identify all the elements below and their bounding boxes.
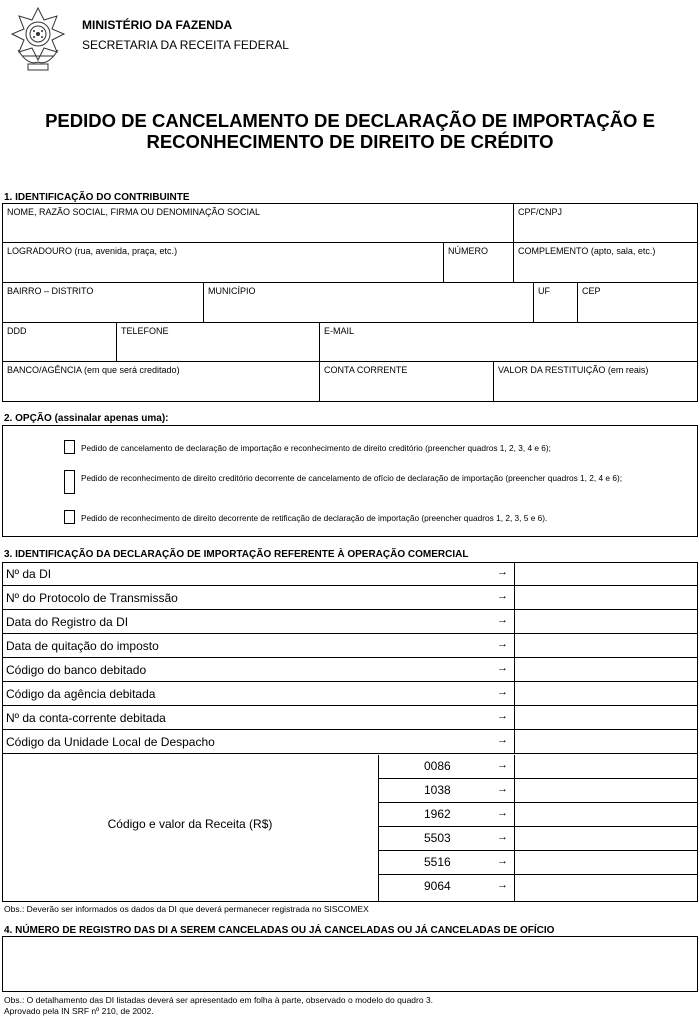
receita-code: 5516 [424,855,451,869]
cpf-label: CPF/CNPJ [518,207,563,217]
receita-code-row [378,755,514,779]
logradouro-label: LOGRADOURO (rua, avenida, praça, etc.) [7,246,178,256]
ministry-name: MINISTÉRIO DA FAZENDA [82,18,233,32]
receita-code: 1962 [424,807,451,821]
di-row [2,730,514,754]
aprovado-note: Aprovado pela IN SRF nº 210, de 2002. [4,1006,154,1016]
ddd-label: DDD [7,326,27,336]
option-3-checkbox[interactable] [64,510,75,524]
di-row-label: Código do banco debitado [6,663,147,677]
data-quitacao-value-field[interactable] [514,634,698,658]
di-row [2,586,514,610]
banco-label: BANCO/AGÊNCIA (em que será creditado) [7,365,180,375]
section1-title: 1. IDENTIFICAÇÃO DO CONTRIBUINTE [4,192,190,203]
di-canceladas-field[interactable] [2,936,698,992]
unidade-despacho-value-field[interactable] [514,730,698,754]
receita-code-row [378,875,514,902]
nome-field[interactable] [2,203,514,243]
ddd-field[interactable] [2,322,117,362]
di-row-label: Código da Unidade Local de Despacho [6,735,215,749]
arrow-icon: → [497,783,508,795]
receita-value-field[interactable] [514,755,698,779]
cep-label: CEP [582,286,601,296]
arrow-icon: → [497,662,508,674]
receita-code: 5503 [424,831,451,845]
option-3-label: Pedido de reconhecimento de direito decorrente de retificação de declaração de importação (preencher quadros 1, 2, 3, 5 e 6). [81,513,548,523]
complemento-label: COMPLEMENTO (apto, sala, etc.) [518,246,656,256]
receita-value-field[interactable] [514,851,698,875]
option-2-label: Pedido de reconhecimento de direito creditório decorrente de cancelamento de ofício de declaração de importação (preencher quadros 1, 2, 4 e 6); [81,473,623,483]
arrow-icon: → [497,734,508,746]
telefone-label: TELEFONE [121,326,169,336]
receita-label: Código e valor da Receita (R$) [107,817,273,831]
arrow-icon: → [497,879,508,891]
di-row [2,658,514,682]
cpf-field[interactable] [513,203,698,243]
receita-code-row [378,779,514,803]
di-row-label: Data de quitação do imposto [6,639,159,653]
conta-debitada-value-field[interactable] [514,706,698,730]
banco-field[interactable] [2,361,320,402]
receita-code-row [378,803,514,827]
di-row [2,562,514,586]
complemento-field[interactable] [513,242,698,283]
nome-label: NOME, RAZÃO SOCIAL, FIRMA OU DENOMINAÇÃO SOCIAL [7,207,261,217]
email-field[interactable] [319,322,698,362]
uf-field[interactable] [533,282,578,323]
receita-value-field[interactable] [514,803,698,827]
di-row-label: Data do Registro da DI [6,615,129,629]
uf-label: UF [538,286,550,296]
arrow-icon: → [497,759,508,771]
section4-obs: Obs.: O detalhamento das DI listadas deverá ser apresentado em folha à parte, observado o modelo do quadro 3. [4,995,434,1005]
agencia-debitada-value-field[interactable] [514,682,698,706]
conta-field[interactable] [319,361,494,402]
receita-label-cell [2,755,378,902]
di-row [2,682,514,706]
section4-title: 4. NÚMERO DE REGISTRO DAS DI A SEREM CANCELADAS OU JÁ CANCELADAS OU JÁ CANCELADAS DE OFÍCIO [4,925,555,936]
cep-field[interactable] [577,282,698,323]
data-registro-value-field[interactable] [514,610,698,634]
di-row-label: Nº do Protocolo de Transmissão [6,591,178,605]
logradouro-field[interactable] [2,242,444,283]
banco-debitado-value-field[interactable] [514,658,698,682]
telefone-field[interactable] [116,322,320,362]
conta-label: CONTA CORRENTE [324,365,408,375]
arrow-icon: → [497,831,508,843]
arrow-icon: → [497,686,508,698]
arrow-icon: → [497,638,508,650]
arrow-icon: → [497,807,508,819]
option-1-checkbox[interactable] [64,440,75,454]
bairro-field[interactable] [2,282,204,323]
receita-code-row [378,827,514,851]
section3-obs: Obs.: Deverão ser informados os dados da DI que deverá permanecer registrada no SISCOMEX [4,904,369,914]
municipio-label: MUNICÍPIO [208,286,256,296]
protocolo-value-field[interactable] [514,586,698,610]
di-row-label: Código da agência debitada [6,687,156,701]
receita-code: 9064 [424,879,451,893]
section2-title: 2. OPÇÃO (assinalar apenas uma): [4,413,169,424]
receita-code-row [378,851,514,875]
secretaria-name: SECRETARIA DA RECEITA FEDERAL [82,38,289,52]
arrow-icon: → [497,855,508,867]
di-row [2,610,514,634]
arrow-icon: → [497,590,508,602]
bairro-label: BAIRRO – DISTRITO [7,286,94,296]
arrow-icon: → [497,710,508,722]
di-row-label: Nº da DI [6,567,52,581]
receita-value-field[interactable] [514,875,698,902]
di-row [2,634,514,658]
di-row-label: Nº da conta-corrente debitada [6,711,166,725]
arrow-icon: → [497,566,508,578]
form-title-line2: RECONHECIMENTO DE DIREITO DE CRÉDITO [146,131,554,152]
receita-value-field[interactable] [514,779,698,803]
receita-code: 0086 [424,759,451,773]
option-2-checkbox[interactable] [64,470,75,494]
section3-title: 3. IDENTIFICAÇÃO DA DECLARAÇÃO DE IMPORTAÇÃO REFERENTE À OPERAÇÃO COMERCIAL [4,549,469,560]
receita-value-field[interactable] [514,827,698,851]
di-value-field[interactable] [514,562,698,586]
receita-code: 1038 [424,783,451,797]
municipio-field[interactable] [203,282,534,323]
email-label: E-MAIL [324,326,355,336]
valor-label: VALOR DA RESTITUIÇÃO (em reais) [498,365,649,375]
form-title-line1: PEDIDO DE CANCELAMENTO DE DECLARAÇÃO DE IMPORTAÇÃO E [45,110,655,131]
di-row [2,706,514,730]
numero-field[interactable] [443,242,514,283]
valor-field[interactable] [493,361,698,402]
numero-label: NÚMERO [448,246,488,256]
arrow-icon: → [497,614,508,626]
coat-of-arms-icon [8,4,68,74]
option-1-label: Pedido de cancelamento de declaração de importação e reconhecimento de direito creditório (preencher quadros 1, 2, 3, 4 e 6); [81,443,551,453]
